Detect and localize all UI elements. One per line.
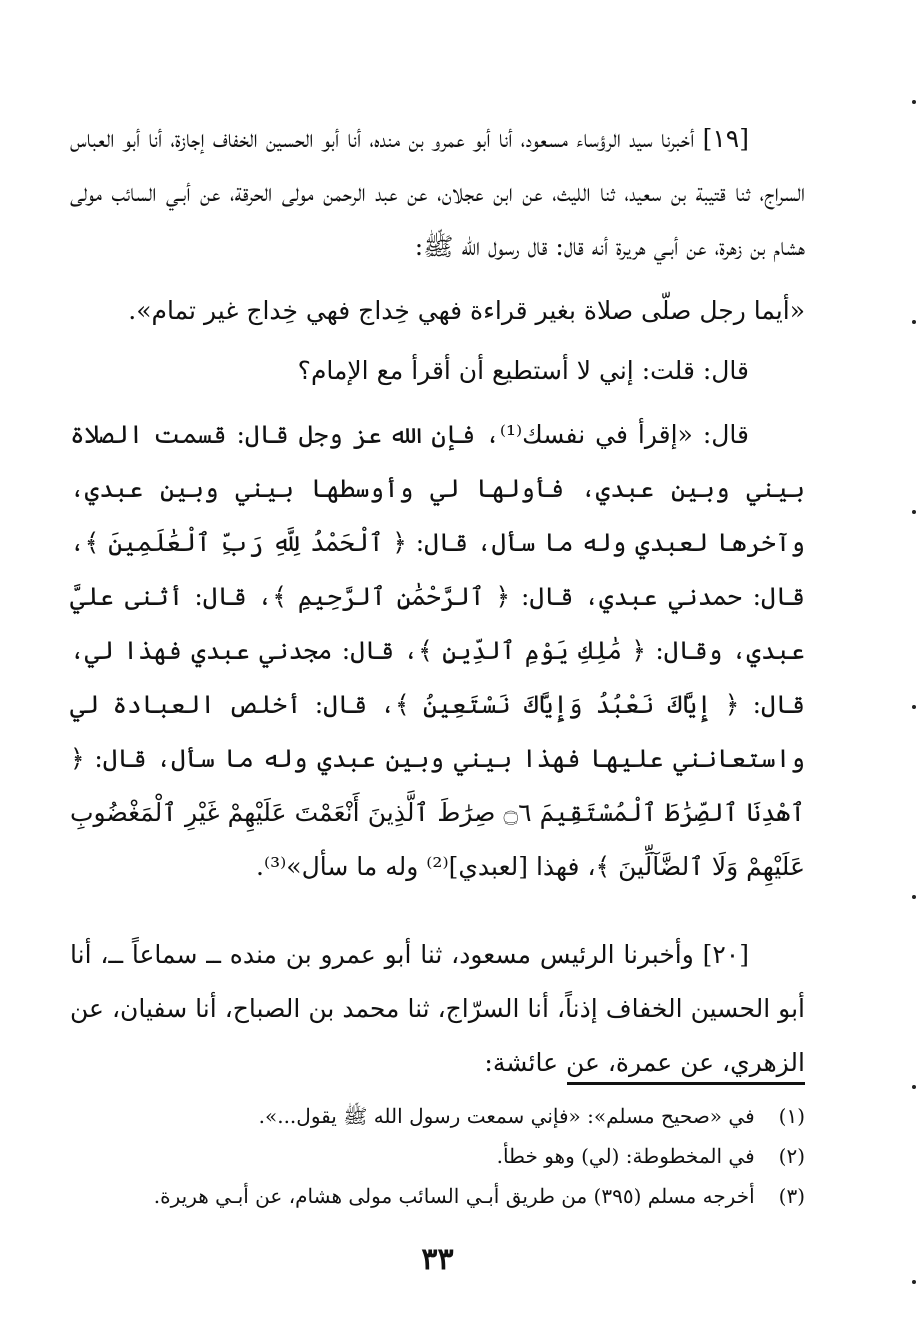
margin-dot <box>912 100 916 104</box>
hadith-20 <box>70 928 805 1090</box>
hadith-19-question: قال: قلت: إني لا أستطيع أن أقرأ مع الإمام؟ <box>297 356 749 385</box>
footnote-label: (١) <box>778 1104 805 1128</box>
footnotes <box>70 1096 805 1216</box>
footnote-text: في «صحيح مسلم»: «فإني سمعت رسول الله ﷺ يقول...». <box>258 1104 755 1128</box>
margin-dot <box>912 320 916 324</box>
margin-marks <box>910 0 916 1327</box>
margin-dot <box>912 1085 916 1089</box>
hadith-19-quote: «أيما رجل صلّى صلاة بغير قراءة فهي خِداج فهي خِداج غير تمام». <box>128 296 805 325</box>
footnote-text: في المخطوطة: (لي) وهو خطأ. <box>496 1144 755 1168</box>
footnote-label: (٢) <box>778 1144 805 1168</box>
footnote-divider <box>567 1082 805 1085</box>
hadith-20-number: [٢٠] <box>702 940 749 969</box>
footnote-item <box>70 1136 805 1176</box>
hadith-20-text: وأخبرنا الرئيس مسعود، ثنا أبو عمرو بن منده ــ سماعاً ــ، أنا أبو الحسين الخفاف إذناً، أنا السرّاج، ثنا محمد بن الصباح، أنا سفيان، عن الزهري، عن عمرة، عن عائشة: <box>70 940 805 1077</box>
hadith-19-answer: قال: «إقرأ في نفسك⁽¹⁾، فإن الله عز وجل قال: قسمت الصلاة بيني وبين عبدي، فأولها لي وأوسطها بيني وبين عبدي، وآخرها لعبدي وله ما سأل، قال: ﴿ ٱلْحَمْدُ لِلَّهِ رَبِّ ٱلْعَٰلَمِينَ ﴾، قال: حمدني عبدي، قال: ﴿ ٱلرَّحْمَٰنِ ٱلرَّحِيمِ ﴾، قال: أثنى عليَّ عبدي، وقال: ﴿ مَٰلِكِ يَوْمِ ٱلدِّينِ ﴾، قال: مجدني عبدي فهذا لي، قال: ﴿ إِيَّاكَ نَعْبُدُ وَإِيَّاكَ نَسْتَعِينُ ﴾، قال: أخلص العبادة لي واستعانني عليها فهذا بيني وبين عبدي وله ما سأل، قال: ﴿ ٱهْدِنَا ٱلصِّرَٰطَ ٱلْمُسْتَقِيمَ ۝٦ صِرَٰطَ ٱلَّذِينَ أَنْعَمْتَ عَلَيْهِمْ غَيْرِ ٱلْمَغْضُوبِ عَلَيْهِمْ وَلَا ٱلضَّآلِّينَ ﴾، فهذا [لعبدي]⁽²⁾ وله ما سأل»⁽³⁾. <box>70 420 805 881</box>
margin-dot <box>912 1280 916 1284</box>
footnote-label: (٣) <box>778 1184 805 1208</box>
footnote-text: أخرجه مسلم (٣٩٥) من طريق أبـي السائب مولى هشام، عن أبـي هريرة. <box>153 1184 755 1208</box>
footnote-item <box>70 1176 805 1216</box>
hadith-19-number: [١٩] <box>702 124 749 153</box>
page-number: ٣٣ <box>421 1242 454 1277</box>
hadith-19-intro: أخبرنا سيد الرؤساء مسعود، أنا أبو عمرو بن منده، أنا أبو الحسين الخفاف إجازة، أنا أبو العباس السراج، ثنا قتيبة بن سعيد، ثنا الليث، عن ابن عجلان، عن عبد الرحمن مولى الحرقة، عن أبـي السائب مولى هشام بن زهرة، عن أبـي هريرة أنه قال: قال رسول الله ﷺ: <box>70 124 805 261</box>
footnote-item <box>70 1096 805 1136</box>
margin-dot <box>912 510 916 514</box>
hadith-19-isnad <box>70 112 805 274</box>
hadith-19 <box>70 112 805 894</box>
section-spacer <box>70 904 805 928</box>
document-page <box>70 112 805 1277</box>
hadith-20-isnad <box>70 928 805 1090</box>
margin-dot <box>912 895 916 899</box>
margin-dot <box>912 705 916 709</box>
